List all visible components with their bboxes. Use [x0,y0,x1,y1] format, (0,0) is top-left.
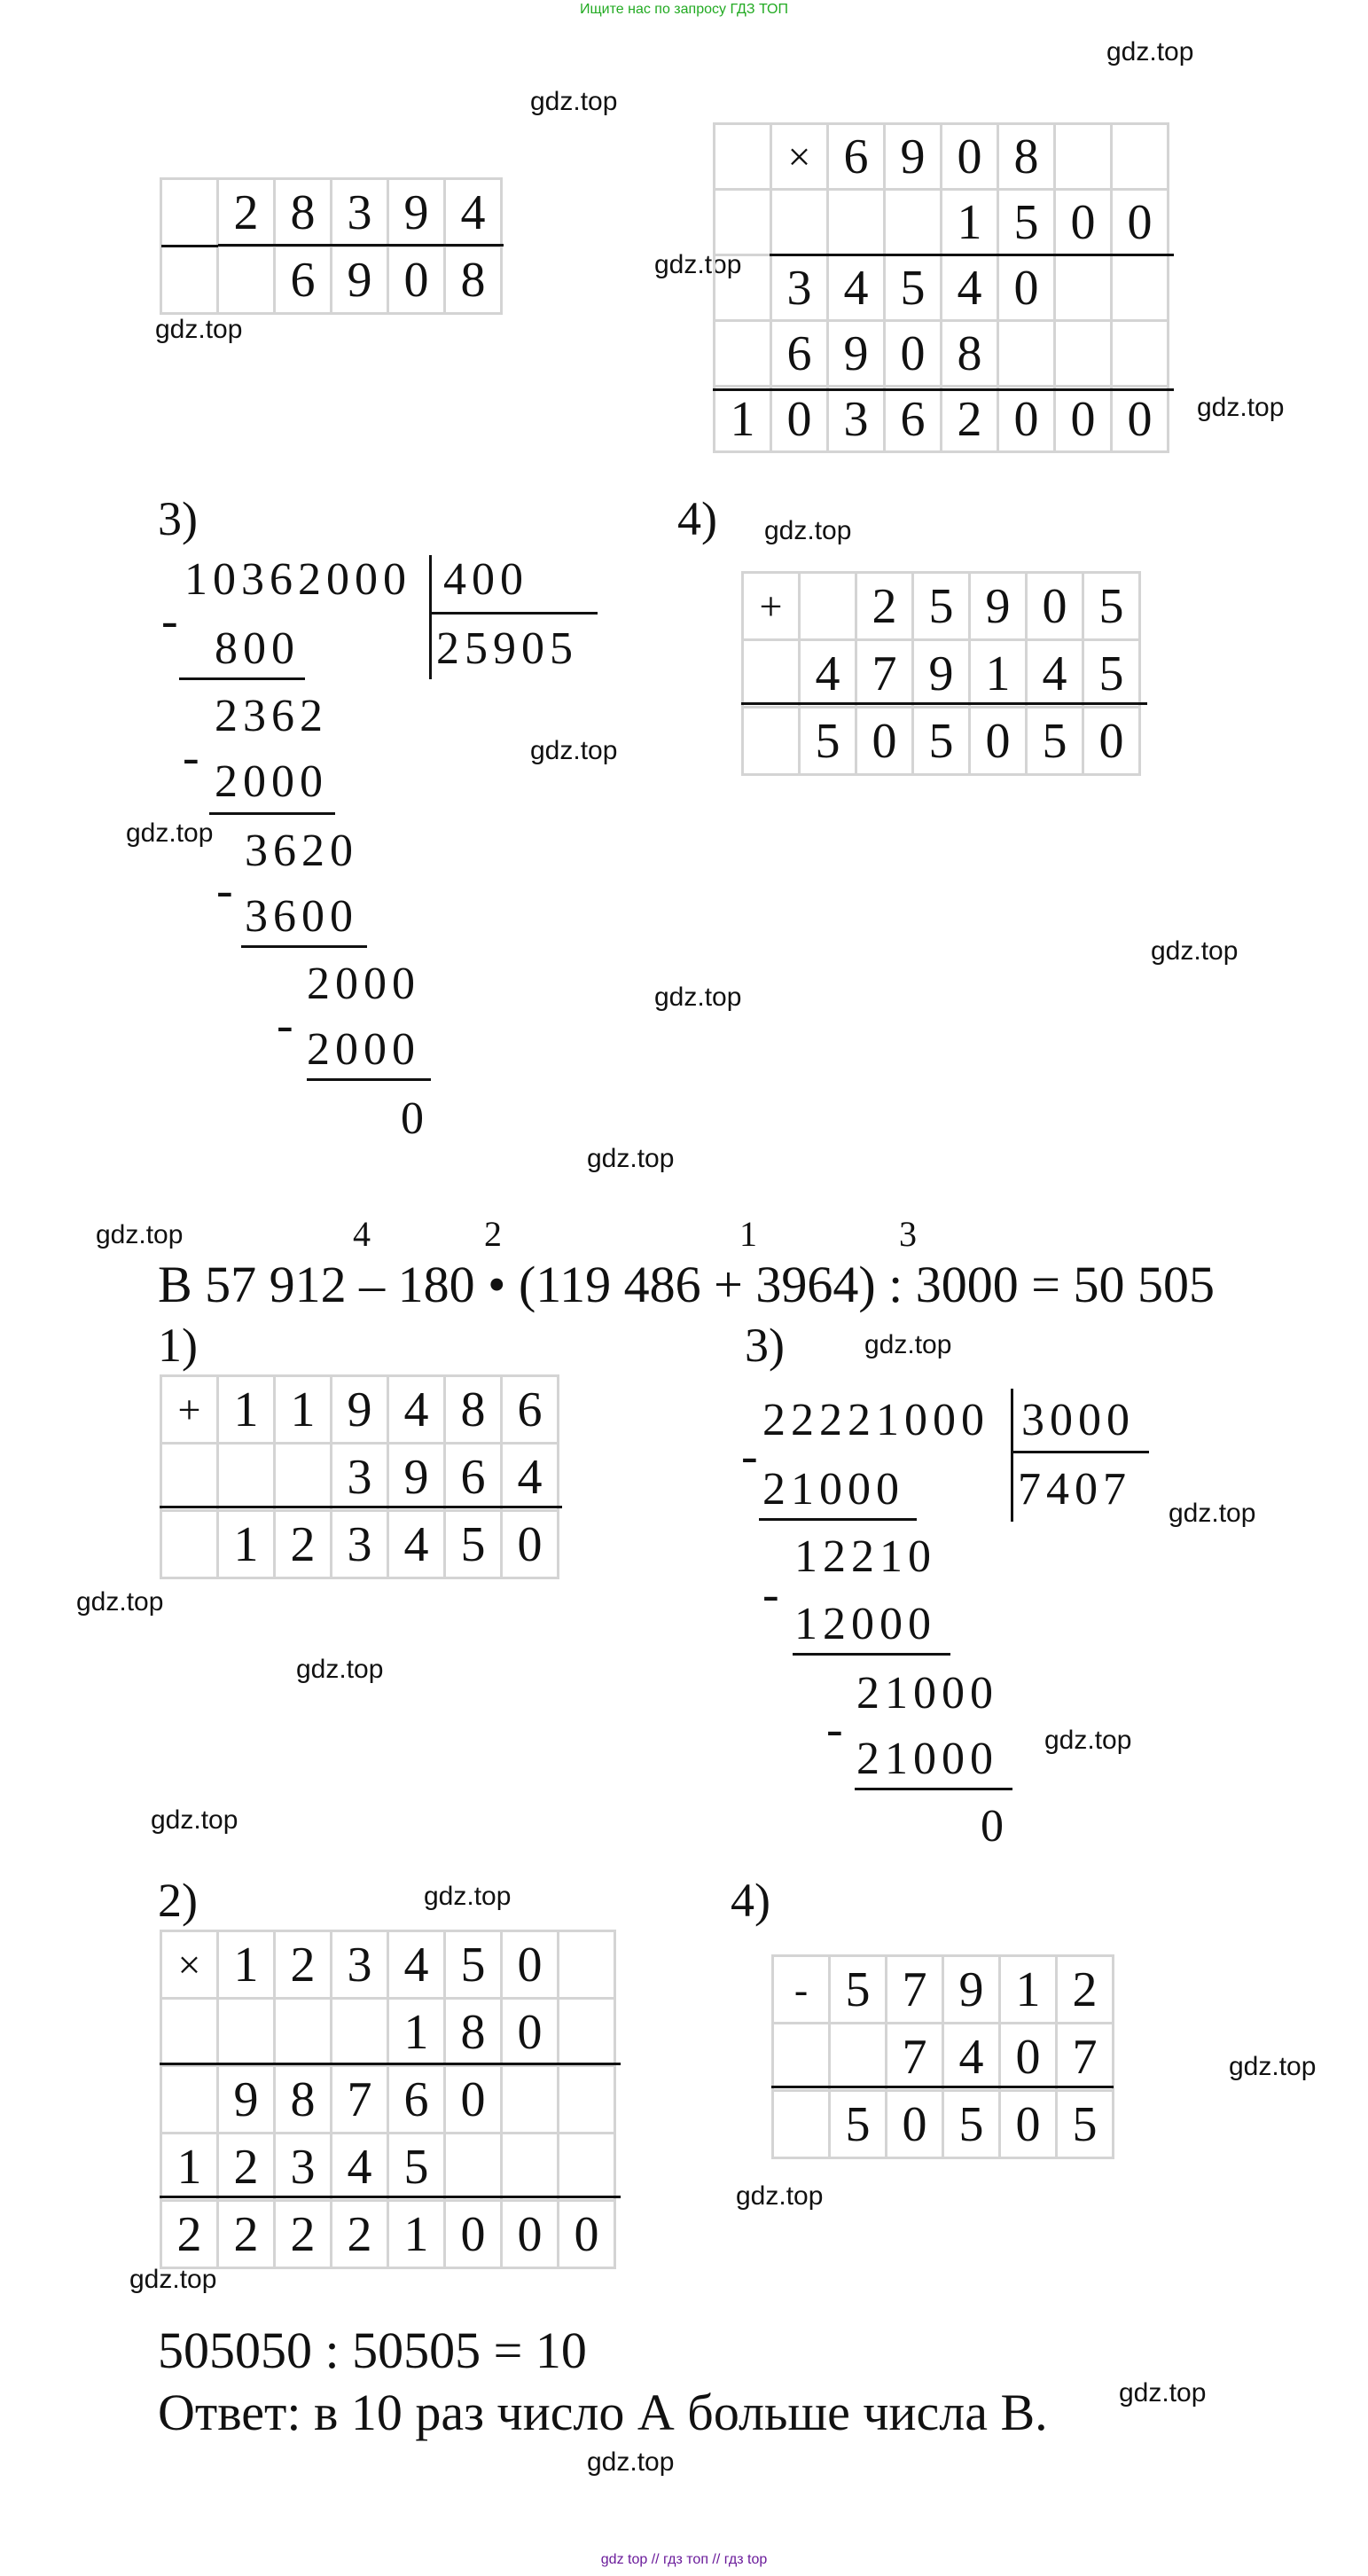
grid-cell: 2 [273,1509,332,1579]
grid-cell: 8 [273,177,332,247]
grid-cell [713,319,772,388]
grid-cell: 1 [940,188,999,256]
minus-sign [161,245,218,247]
grid-cell: 2 [216,177,276,247]
grid-cell: 0 [1025,571,1084,641]
grid-cell: 2 [160,2199,219,2269]
grid-cell: 6 [443,1442,503,1512]
grid-cell: - [771,1954,831,2024]
grid-cell: 7 [855,638,914,709]
grid-cell [273,1442,332,1512]
grid-cell [160,2064,219,2134]
division-step: 0 [981,1801,1009,1852]
addition-grid-b [741,571,1138,773]
division-bar [1012,1451,1149,1453]
watermark: gdz.top [587,2447,675,2477]
grid-cell: 8 [997,122,1056,191]
grid-cell: 9 [883,122,942,191]
division-step: 3600 [245,891,358,942]
grid-separator [160,1506,216,1508]
grid-cell: 4 [387,1509,446,1579]
grid-cell: 0 [770,385,829,453]
watermark: gdz.top [1229,2052,1317,2081]
grid-cell: 5 [387,2132,446,2202]
grid-cell: 3 [330,1930,389,2000]
grid-cell: 2 [273,2199,332,2269]
grid-cell: 0 [500,1509,559,1579]
grid-cell: 1 [216,1509,276,1579]
grid-cell: 4 [798,638,857,709]
grid-cell: 9 [330,245,389,315]
subtraction-grid-d [771,1954,1112,2157]
grid-cell: 9 [330,1374,389,1445]
grid-cell: 5 [911,571,971,641]
grid-cell: 7 [1055,2022,1114,2092]
grid-cell: 6 [387,2064,446,2134]
grid-cell: 1 [713,385,772,453]
grid-cell: 5 [911,706,971,776]
minus-sign: - [741,1429,758,1484]
minus-sign: - [183,730,199,785]
grid-cell: 9 [387,1442,446,1512]
division-rule [209,812,335,815]
operation-order: 3 [899,1214,917,1254]
addition-grid-c [160,1374,557,1577]
division-bar [429,555,432,679]
grid-cell: 1 [216,1374,276,1445]
grid-cell: 0 [1110,385,1169,453]
minus-sign: - [216,863,233,918]
grid-cell [216,1997,276,2067]
grid-cell [500,2132,559,2202]
grid-cell: + [160,1374,219,1445]
grid-cell: 0 [997,385,1056,453]
division-step: 21000 [762,1464,904,1515]
division-rule [855,1788,1012,1790]
grid-cell: 5 [997,188,1056,256]
division-step: 21000 [856,1668,998,1719]
grid-cell: 0 [387,245,446,315]
grid-separator [160,2196,621,2198]
multiplication-grid-d [160,1930,614,2267]
grid-cell: 9 [216,2064,276,2134]
grid-cell: 3 [330,1442,389,1512]
grid-cell: 1 [216,1930,276,2000]
grid-cell [883,188,942,256]
step-label: 3) [745,1319,785,1372]
grid-cell: 0 [855,706,914,776]
grid-cell: 5 [1025,706,1084,776]
grid-cell [500,2064,559,2134]
grid-cell: 6 [770,319,829,388]
step-label: 3) [158,492,198,545]
division-bar [1011,1389,1013,1522]
expression-b: В 57 912 – 180 • (119 486 + 3964) : 3000 = 50 505 [158,1256,1216,1313]
grid-cell: 8 [940,319,999,388]
grid-cell: 7 [885,2022,944,2092]
grid-cell: 2 [1055,1954,1114,2024]
grid-cell: 0 [940,122,999,191]
grid-cell [557,1930,616,2000]
grid-cell [826,188,886,256]
watermark: gdz.top [654,250,742,279]
grid-cell: 4 [826,254,886,322]
grid-cell: 0 [557,2199,616,2269]
grid-cell: 0 [998,2089,1058,2159]
watermark: gdz.top [530,736,618,765]
grid-cell: 0 [1053,385,1113,453]
grid-cell: 5 [828,1954,887,2024]
step-label: 1) [158,1319,198,1372]
grid-cell: 5 [828,2089,887,2159]
grid-cell [798,571,857,641]
grid-cell: 1 [387,1997,446,2067]
watermark: gdz.top [530,87,618,116]
grid-cell: 1 [273,1374,332,1445]
grid-cell [273,1997,332,2067]
watermark: gdz.top [587,1144,675,1173]
division-step: 21000 [856,1734,998,1784]
quotient: 7407 [1018,1464,1131,1515]
grid-cell: 8 [443,245,503,315]
grid-cell: 0 [998,2022,1058,2092]
grid-cell [330,1997,389,2067]
grid-cell [443,2132,503,2202]
minus-sign: - [762,1567,779,1622]
divisor: 400 [443,554,528,605]
grid-separator [770,254,1174,256]
grid-cell: 4 [1025,638,1084,709]
watermark: gdz.top [96,1220,184,1249]
watermark: gdz.top [1169,1499,1256,1528]
division-step: 12000 [794,1599,936,1649]
division-rule [759,1518,917,1521]
division-rule [793,1653,950,1656]
watermark: gdz.top [1106,37,1194,67]
grid-cell: 0 [500,2199,559,2269]
grid-cell: 7 [885,1954,944,2024]
grid-cell [1110,122,1169,191]
grid-cell [216,245,276,315]
grid-cell: 6 [500,1374,559,1445]
grid-cell: 4 [330,2132,389,2202]
grid-cell: 3 [330,1509,389,1579]
grid-cell: + [741,571,801,641]
dividend: 22221000 [762,1395,989,1445]
grid-cell: 6 [273,245,332,315]
watermark: gdz.top [764,516,852,545]
grid-cell: 0 [500,1930,559,2000]
grid-cell [771,2089,831,2159]
grid-cell: 0 [883,319,942,388]
grid-cell: 5 [1082,638,1141,709]
grid-cell: 0 [968,706,1028,776]
grid-cell: 1 [387,2199,446,2269]
grid-separator [828,2086,1114,2088]
division-step: 800 [215,623,300,674]
grid-cell: 5 [443,1930,503,2000]
grid-cell: 5 [443,1509,503,1579]
grid-cell: 0 [1110,188,1169,256]
minus-sign: - [277,998,293,1053]
grid-cell [770,188,829,256]
division-step: 3620 [245,826,358,876]
grid-cell: 0 [1082,706,1141,776]
grid-cell: 8 [443,1997,503,2067]
answer-text: Ответ: в 10 раз число А больше числа В. [158,2384,1048,2441]
grid-cell: 0 [500,1997,559,2067]
grid-cell: 0 [1053,188,1113,256]
grid-cell: 4 [940,254,999,322]
grid-cell: 2 [940,385,999,453]
grid-cell: 2 [330,2199,389,2269]
grid-cell: 9 [968,571,1028,641]
grid-cell [160,1509,219,1579]
grid-cell: 5 [883,254,942,322]
grid-cell [771,2022,831,2092]
grid-separator [218,244,504,247]
grid-separator [160,2063,216,2065]
grid-cell: 3 [273,2132,332,2202]
grid-cell: 9 [826,319,886,388]
watermark: gdz.top [424,1882,512,1911]
grid-cell [1053,122,1113,191]
watermark: gdz.top [155,315,243,344]
dividend: 10362000 [184,554,411,605]
grid-cell: 4 [500,1442,559,1512]
grid-cell [1053,319,1113,388]
grid-cell: 8 [273,2064,332,2134]
grid-cell: 0 [997,254,1056,322]
watermark: gdz.top [126,818,214,848]
watermark: gdz.top [654,983,742,1012]
step-label: 4) [731,1874,770,1927]
divisor: 3000 [1021,1395,1135,1445]
grid-cell: 6 [826,122,886,191]
grid-separator [713,388,1174,391]
grid-cell [741,706,801,776]
grid-cell [160,1442,219,1512]
grid-cell [713,188,772,256]
grid-cell: 5 [798,706,857,776]
step-label: 4) [677,492,717,545]
grid-cell: 3 [826,385,886,453]
minus-sign: - [826,1702,843,1757]
grid-cell: 0 [443,2064,503,2134]
grid-cell [713,254,772,322]
grid-separator [741,702,1147,705]
grid-cell [160,1997,219,2067]
watermark: gdz.top [129,2265,217,2294]
grid-separator [771,2086,828,2088]
grid-cell [557,2132,616,2202]
multiplication-grid-a [713,122,1167,450]
grid-cell [713,122,772,191]
grid-cell: × [770,122,829,191]
operation-order: 1 [739,1214,757,1254]
grid-cell: × [160,1930,219,2000]
division-rule [179,677,305,680]
grid-cell: 8 [443,1374,503,1445]
grid-cell: 3 [770,254,829,322]
grid-cell: 0 [885,2089,944,2159]
grid-cell: 2 [273,1930,332,2000]
watermark: gdz.top [151,1805,238,1835]
grid-cell: 5 [942,2089,1001,2159]
operation-order: 4 [353,1214,371,1254]
division-step: 2000 [307,959,420,1009]
watermark: gdz.top [736,2181,824,2211]
bottom-banner: gdz top // гдз топ // гдз top [600,2552,768,2567]
grid-cell: 9 [942,1954,1001,2024]
grid-cell: 2 [855,571,914,641]
watermark: gdz.top [864,1330,952,1359]
grid-cell: 5 [1082,571,1141,641]
top-banner: Ищите нас по запросу ГДЗ ТОП [580,2,788,17]
grid-cell [997,319,1056,388]
division-bar [431,612,598,615]
grid-cell [557,2064,616,2134]
grid-cell: 1 [160,2132,219,2202]
grid-cell: 1 [968,638,1028,709]
division-step: 12210 [794,1531,936,1582]
grid-cell: 4 [387,1374,446,1445]
grid-cell: 6 [883,385,942,453]
grid-cell: 7 [330,2064,389,2134]
grid-cell: 5 [1055,2089,1114,2159]
grid-cell [160,177,219,247]
grid-separator [216,1506,562,1508]
grid-cell [1053,254,1113,322]
grid-cell [741,638,801,709]
grid-cell: 0 [443,2199,503,2269]
grid-cell: 4 [443,177,503,247]
division-step: 2362 [215,691,328,741]
minus-sign: - [161,593,178,648]
division-rule [241,945,367,948]
step-label: 2) [158,1874,198,1927]
watermark: gdz.top [1151,936,1239,966]
quotient: 25905 [436,623,578,674]
grid-cell: 9 [911,638,971,709]
watermark: gdz.top [1044,1726,1132,1755]
watermark: gdz.top [1119,2378,1207,2408]
grid-cell [828,2022,887,2092]
grid-cell: 4 [942,2022,1001,2092]
conclusion-equation: 505050 : 50505 = 10 [158,2322,587,2379]
division-step: 0 [401,1093,429,1144]
watermark: gdz.top [296,1655,384,1684]
grid-separator [216,2063,621,2065]
division-rule [307,1078,431,1081]
watermark: gdz.top [1197,393,1285,422]
grid-cell: 3 [330,177,389,247]
grid-cell [160,245,219,315]
grid-cell: 2 [216,2132,276,2202]
grid-cell [1110,254,1169,322]
grid-cell: 9 [387,177,446,247]
grid-cell [1110,319,1169,388]
division-step: 2000 [215,756,328,807]
grid-cell [557,1997,616,2067]
grid-cell: 1 [998,1954,1058,2024]
grid-cell: 2 [216,2199,276,2269]
division-step: 2000 [307,1024,420,1075]
grid-cell [216,1442,276,1512]
watermark: gdz.top [76,1587,164,1617]
operation-order: 2 [484,1214,502,1254]
grid-cell: 4 [387,1930,446,2000]
